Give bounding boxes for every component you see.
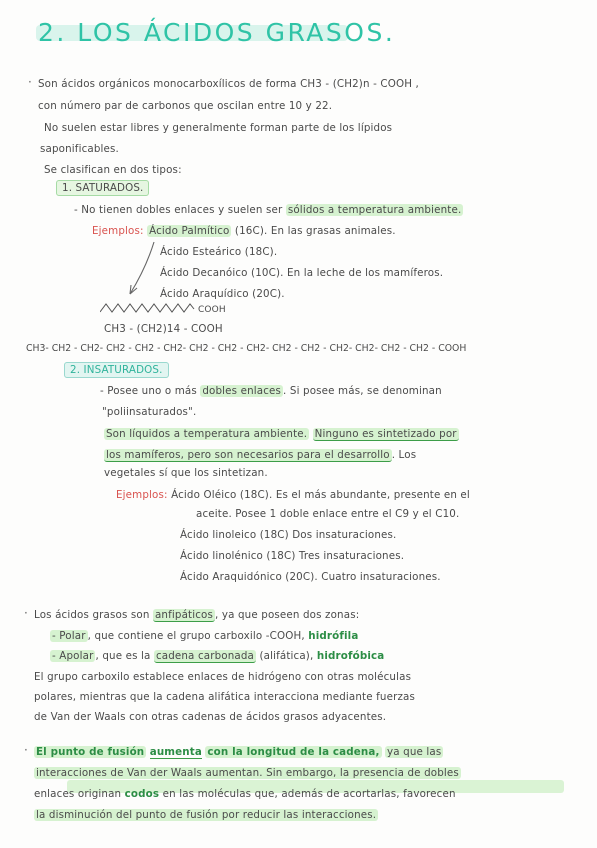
anfipaticos-para-3: de Van der Waals con otras cadenas de ácidos grasos adyacentes. <box>34 711 387 723</box>
fusion-line-1 <box>34 745 443 759</box>
insaturados-example-2: Ácido linoleico (18C) Dos insaturaciones. <box>180 529 397 541</box>
apolar-highlight: cadena carbonada <box>155 650 255 662</box>
polar-keyword: hidrófila <box>308 630 359 642</box>
insaturados-line-3 <box>104 427 459 441</box>
saturados-heading-text: 1. SATURADOS. <box>56 180 149 196</box>
fusion-line1-end: ya que las <box>387 746 442 758</box>
fusion-line-2 <box>34 766 461 780</box>
fusion-line3-a: enlaces originan <box>34 788 122 800</box>
insaturados-line-4 <box>104 448 416 462</box>
polar-label: - Polar <box>52 630 86 642</box>
apolar-text-1: , que es la <box>95 650 151 662</box>
polar-line <box>50 629 358 643</box>
fusion-line2-text: interacciones de Van der Waals aumentan. Sin embargo, la presencia de dobles <box>36 767 459 779</box>
fusion-keyword-1: El punto de fusión <box>36 746 145 758</box>
fusion-line3-c: en las moléculas que, además de acortarlas, favorecen <box>162 788 456 800</box>
insat-line1-post: . Si posee más, se denominan <box>283 385 442 397</box>
zigzag-chain-icon <box>100 301 200 315</box>
insaturados-heading <box>64 363 169 377</box>
insat-ejemplos-label: Ejemplos: <box>116 489 168 501</box>
insat-line3-highlight: Son líquidos a temperatura ambiente. <box>106 428 308 440</box>
insat-example-1: Ácido Oléico (18C). Es el más abundante, presente en el <box>171 489 470 501</box>
insat-line1-highlight: dobles enlaces <box>202 385 282 397</box>
fusion-keyword-3: con la longitud de la cadena, <box>207 746 380 758</box>
fusion-line-3 <box>34 787 456 801</box>
anf-line1-pre: Los ácidos grasos son <box>34 609 150 621</box>
example-1-name: Ácido Palmítico <box>149 225 230 237</box>
insat-line1-pre: - Posee uno o más <box>100 385 197 397</box>
anfipaticos-para-1: El grupo carboxilo establece enlaces de hidrógeno con otras moléculas <box>34 671 412 683</box>
bullet-dot: · <box>24 606 28 620</box>
fusion-keyword-2: aumenta <box>149 746 202 758</box>
anf-line1-post: , ya que poseen dos zonas: <box>215 609 360 621</box>
bullet-dot: · <box>24 743 28 757</box>
insat-line4-post: . Los <box>391 449 417 461</box>
insaturados-example-1 <box>116 488 470 502</box>
saturados-example-2: Ácido Esteárico (18C). <box>160 246 278 258</box>
apolar-keyword: hidrofóbica <box>316 650 385 662</box>
intro-line-3: No suelen estar libres y generalmente forman parte de los lípidos <box>44 122 393 134</box>
fusion-line-4 <box>34 808 378 822</box>
saturados-example-4: Ácido Araquídico (20C). <box>160 288 285 300</box>
insaturados-example-3: Ácido linolénico (18C) Tres insaturaciones. <box>180 550 405 562</box>
saturados-example-1 <box>92 224 396 238</box>
saturados-heading <box>56 181 149 195</box>
anfipaticos-para-2: polares, mientras que la cadena alifática interacciona mediante fuerzas <box>34 691 415 703</box>
formula-short: CH3 - (CH2)14 - COOH <box>104 323 223 335</box>
formula-long: CH3- CH2 - CH2- CH2 - CH2 - CH2- CH2 - CH2 - CH2- CH2 - CH2 - CH2- CH2- CH2 - CH2 - COOH <box>26 343 467 354</box>
intro-line-4: saponificables. <box>40 143 119 155</box>
insaturados-heading-text: 2. INSATURADOS. <box>64 362 169 378</box>
apolar-label: - Apolar <box>52 650 94 662</box>
insat-line3-underlined: Ninguno es sintetizado por <box>314 428 457 440</box>
insaturados-example-1b: aceite. Posee 1 doble enlace entre el C9 y el C10. <box>196 508 460 520</box>
zigzag-cooh-label: COOH <box>198 305 226 315</box>
saturados-desc-text: - No tienen dobles enlaces y suelen ser <box>74 204 283 216</box>
anf-keyword: anfipáticos <box>154 609 214 621</box>
fusion-keyword-codos: codos <box>124 788 160 800</box>
intro-line-2: con número par de carbonos que oscilan entre 10 y 22. <box>38 100 333 112</box>
ejemplos-label: Ejemplos: <box>92 225 144 237</box>
page-title: 2. LOS ÁCIDOS GRASOS. <box>38 18 396 47</box>
anfipaticos-line-1 <box>34 608 359 622</box>
insaturados-line-1 <box>100 384 442 398</box>
example-1-rest: (16C). En las grasas animales. <box>234 225 396 237</box>
fusion-line4-text: la disminución del punto de fusión por reducir las interacciones. <box>36 809 377 821</box>
insaturados-example-4: Ácido Araquidónico (20C). Cuatro insaturaciones. <box>180 571 441 583</box>
intro-line-5: Se clasifican en dos tipos: <box>44 164 182 176</box>
saturados-desc <box>74 203 463 217</box>
insaturados-line-5: vegetales sí que los sintetizan. <box>104 467 268 479</box>
apolar-line <box>50 649 384 663</box>
insat-line4-underlined: los mamíferos, pero son necesarios para el desarrollo <box>106 449 390 461</box>
saturados-desc-highlight: sólidos a temperatura ambiente. <box>287 204 462 216</box>
polar-text: , que contiene el grupo carboxilo -COOH, <box>87 630 305 642</box>
bullet-dot: · <box>28 75 32 89</box>
apolar-text-2: (alifática), <box>259 650 314 662</box>
saturados-example-3: Ácido Decanóico (10C). En la leche de los mamíferos. <box>160 267 444 279</box>
insaturados-line-2: "poliinsaturados". <box>102 406 197 418</box>
intro-line-1: Son ácidos orgánicos monocarboxílicos de forma CH3 - (CH2)n - COOH , <box>38 78 419 90</box>
arrow-icon <box>120 240 160 300</box>
